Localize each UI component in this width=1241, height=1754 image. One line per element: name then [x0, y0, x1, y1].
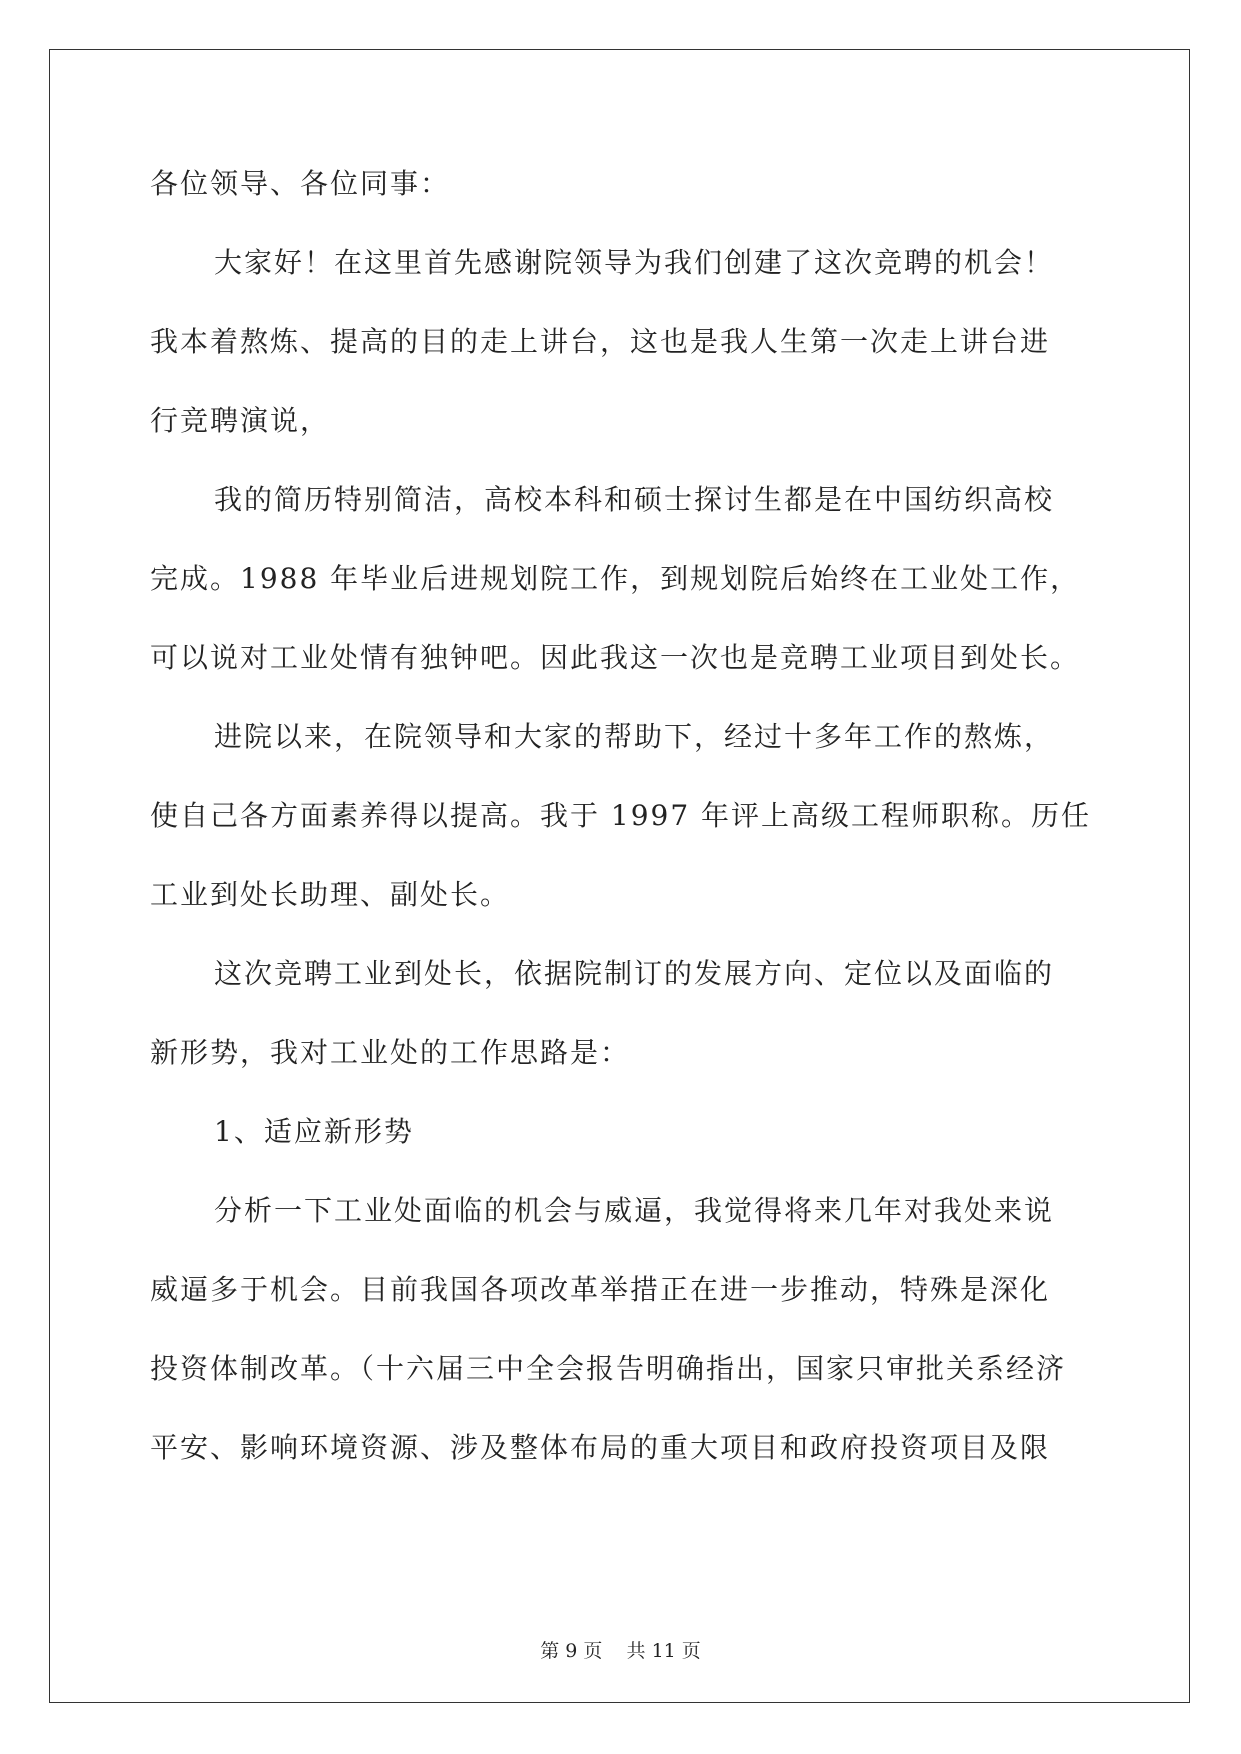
paragraph-line: 新形势，我对工业处的工作思路是：: [150, 1036, 631, 1069]
paragraph-line: 可以说对工业处情有独钟吧。因此我这一次也是竞聘工业项目到处长。: [150, 641, 1081, 674]
paragraph-line: 投资体制改革。（十六届三中全会报告明确指出，国家只审批关系经济: [150, 1352, 1067, 1385]
paragraph-line: 行竞聘演说，: [150, 404, 331, 437]
paragraph-line: 分析一下工业处面临的机会与威逼，我觉得将来几年对我处来说: [214, 1194, 1055, 1227]
paragraph-line: 使自己各方面素养得以提高。我于 1997 年评上高级工程师职称。历任: [150, 799, 1092, 832]
paragraph-line: 平安、影响环境资源、涉及整体布局的重大项目和政府投资项目及限: [150, 1431, 1051, 1464]
page-number-footer: 第 9 页 共 11 页: [540, 1640, 701, 1662]
salutation-line: 各位领导、各位同事：: [150, 167, 451, 200]
paragraph-line: 进院以来，在院领导和大家的帮助下，经过十多年工作的熬炼，: [214, 720, 1055, 753]
paragraph-line: 我的简历特别简洁，高校本科和硕士探讨生都是在中国纺织高校: [214, 483, 1055, 516]
paragraph-line: 我本着熬炼、提高的目的走上讲台，这也是我人生第一次走上讲台进: [150, 325, 1051, 358]
paragraph-line: 威逼多于机会。目前我国各项改革举措正在进一步推动，特殊是深化: [150, 1273, 1051, 1306]
section-heading: 1、适应新形势: [214, 1115, 414, 1148]
document-body: [150, 166, 1110, 1509]
paragraph-line: 这次竞聘工业到处长，依据院制订的发展方向、定位以及面临的: [214, 957, 1055, 990]
paragraph-line: 完成。1988 年毕业后进规划院工作，到规划院后始终在工业处工作，: [150, 562, 1081, 595]
paragraph-line: 大家好！在这里首先感谢院领导为我们创建了这次竞聘的机会！: [214, 246, 1055, 279]
paragraph-line: 工业到处长助理、副处长。: [150, 878, 511, 911]
